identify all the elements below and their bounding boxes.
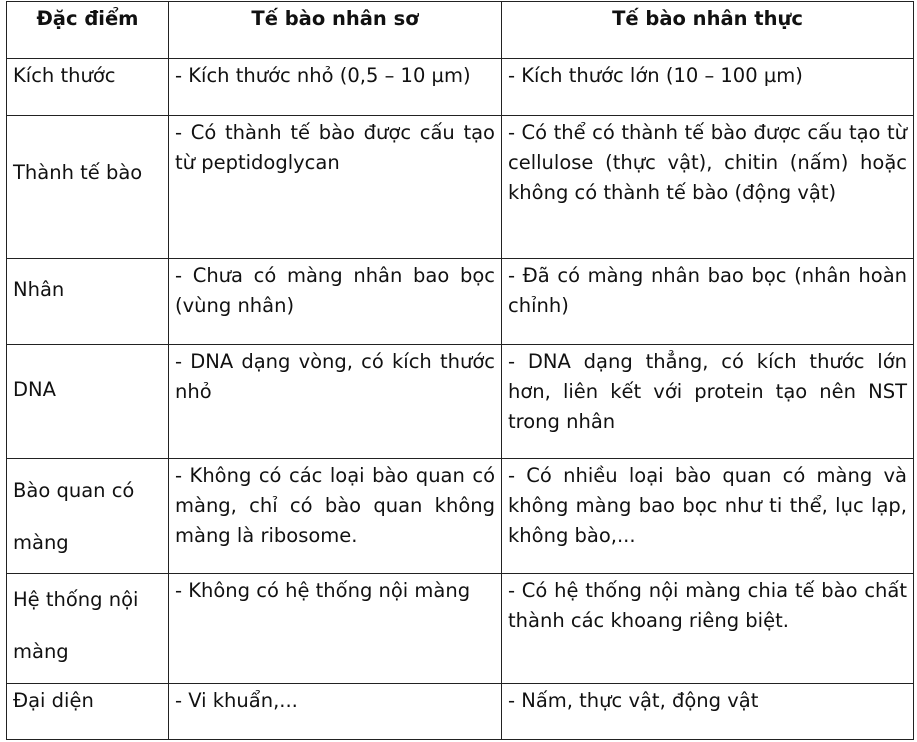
- prokaryote-cell: - Kích thước nhỏ (0,5 – 10 µm): [169, 59, 502, 116]
- eukaryote-cell: - Có hệ thống nội màng chia tế bào chất thành các khoang riêng biệt.: [502, 574, 914, 684]
- eukaryote-cell: - DNA dạng thẳng, có kích thước lớn hơn, liên kết với protein tạo nên NST trong nhân: [502, 345, 914, 459]
- table-row: [7, 574, 914, 684]
- prokaryote-cell: - Chưa có màng nhân bao bọc (vùng nhân): [169, 259, 502, 345]
- prokaryote-cell: - Không có các loại bào quan có màng, chỉ có bào quan không màng là ribosome.: [169, 459, 502, 574]
- prokaryote-cell: - Vi khuẩn,...: [169, 684, 502, 740]
- header-eukaryote: Tế bào nhân thực: [502, 2, 914, 59]
- table-header-row: [7, 2, 914, 59]
- table-row: [7, 345, 914, 459]
- feature-cell: DNA: [7, 345, 169, 459]
- feature-cell: Thành tế bào: [7, 116, 169, 259]
- eukaryote-cell: - Có thể có thành tế bào được cấu tạo từ cellulose (thực vật), chitin (nấm) hoặc không có thành tế bào (động vật): [502, 116, 914, 259]
- table-row: [7, 59, 914, 116]
- comparison-table: [6, 1, 914, 740]
- prokaryote-cell: - DNA dạng vòng, có kích thước nhỏ: [169, 345, 502, 459]
- table-row: [7, 459, 914, 574]
- table-row: [7, 259, 914, 345]
- eukaryote-cell: - Kích thước lớn (10 – 100 µm): [502, 59, 914, 116]
- eukaryote-cell: - Đã có màng nhân bao bọc (nhân hoàn chỉnh): [502, 259, 914, 345]
- feature-cell: Bào quan có màng: [7, 459, 169, 574]
- header-feature: Đặc điểm: [7, 2, 169, 59]
- feature-cell: Hệ thống nội màng: [7, 574, 169, 684]
- eukaryote-cell: - Nấm, thực vật, động vật: [502, 684, 914, 740]
- table-row: [7, 684, 914, 740]
- prokaryote-cell: - Không có hệ thống nội màng: [169, 574, 502, 684]
- table-row: [7, 116, 914, 259]
- feature-cell: Kích thước: [7, 59, 169, 116]
- header-prokaryote: Tế bào nhân sơ: [169, 2, 502, 59]
- eukaryote-cell: - Có nhiều loại bào quan có màng và không màng bao bọc như ti thể, lục lạp, không bào,...: [502, 459, 914, 574]
- feature-cell: Đại diện: [7, 684, 169, 740]
- prokaryote-cell: - Có thành tế bào được cấu tạo từ peptidoglycan: [169, 116, 502, 259]
- feature-cell: Nhân: [7, 259, 169, 345]
